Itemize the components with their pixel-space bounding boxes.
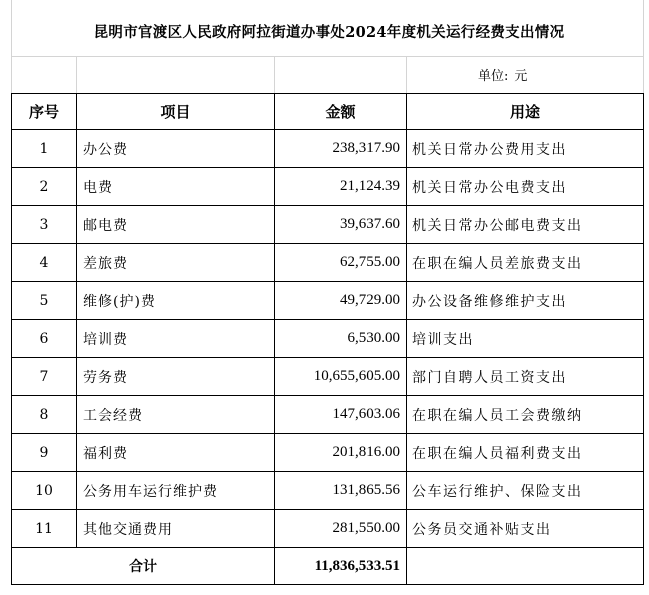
row-item: 公务用车运行维护费 [77, 472, 275, 510]
row-item: 办公费 [77, 130, 275, 168]
row-no: 8 [12, 396, 77, 434]
expense-table [11, 93, 644, 585]
total-label: 合计 [12, 548, 275, 585]
row-usage: 公务员交通补贴支出 [407, 510, 644, 548]
row-item: 其他交通费用 [77, 510, 275, 548]
row-no: 10 [12, 472, 77, 510]
row-item: 邮电费 [77, 206, 275, 244]
table-row [12, 434, 644, 472]
row-amount: 49,729.00 [275, 282, 407, 320]
row-usage: 机关日常办公费用支出 [407, 130, 644, 168]
row-amount: 281,550.00 [275, 510, 407, 548]
row-item: 工会经费 [77, 396, 275, 434]
row-no: 1 [12, 130, 77, 168]
row-usage: 机关日常办公电费支出 [407, 168, 644, 206]
header-no: 序号 [12, 94, 77, 130]
row-amount: 39,637.60 [275, 206, 407, 244]
row-no: 11 [12, 510, 77, 548]
row-no: 3 [12, 206, 77, 244]
row-no: 9 [12, 434, 77, 472]
report-title: 昆明市官渡区人民政府阿拉街道办事处2024年度机关运行经费支出情况 [93, 23, 565, 41]
row-usage: 部门自聘人员工资支出 [407, 358, 644, 396]
row-no: 4 [12, 244, 77, 282]
unit-value: 元 [514, 68, 528, 84]
row-amount: 10,655,605.00 [275, 358, 407, 396]
table-row [12, 320, 644, 358]
row-item: 劳务费 [77, 358, 275, 396]
row-no: 2 [12, 168, 77, 206]
header-usage: 用途 [407, 94, 644, 130]
table-row [12, 206, 644, 244]
table-row [12, 130, 644, 168]
total-usage [407, 548, 644, 585]
table-row [12, 168, 644, 206]
row-item: 福利费 [77, 434, 275, 472]
row-amount: 238,317.90 [275, 130, 407, 168]
row-usage: 机关日常办公邮电费支出 [407, 206, 644, 244]
table-header-row [12, 94, 644, 130]
row-amount: 201,816.00 [275, 434, 407, 472]
row-usage: 办公设备维修维护支出 [407, 282, 644, 320]
row-usage: 培训支出 [407, 320, 644, 358]
row-amount: 21,124.39 [275, 168, 407, 206]
row-no: 7 [12, 358, 77, 396]
row-item: 差旅费 [77, 244, 275, 282]
header-amount: 金额 [275, 94, 407, 130]
total-row [12, 548, 644, 585]
table-row [12, 282, 644, 320]
table-row [12, 358, 644, 396]
header-item: 项目 [77, 94, 275, 130]
total-amount: 11,836,533.51 [275, 548, 407, 585]
row-item: 电费 [77, 168, 275, 206]
table-row [12, 396, 644, 434]
row-amount: 62,755.00 [275, 244, 407, 282]
table-row [12, 244, 644, 282]
row-usage: 在职在编人员福利费支出 [407, 434, 644, 472]
row-usage: 在职在编人员工会费缴纳 [407, 396, 644, 434]
row-usage: 公车运行维护、保险支出 [407, 472, 644, 510]
table-row [12, 510, 644, 548]
row-item: 维修(护)费 [77, 282, 275, 320]
table-row [12, 472, 644, 510]
row-no: 5 [12, 282, 77, 320]
row-no: 6 [12, 320, 77, 358]
row-amount: 131,865.56 [275, 472, 407, 510]
unit-label-text: 单位: [478, 68, 509, 84]
row-item: 培训费 [77, 320, 275, 358]
row-amount: 6,530.00 [275, 320, 407, 358]
row-usage: 在职在编人员差旅费支出 [407, 244, 644, 282]
unit-label [478, 64, 598, 84]
row-amount: 147,603.06 [275, 396, 407, 434]
